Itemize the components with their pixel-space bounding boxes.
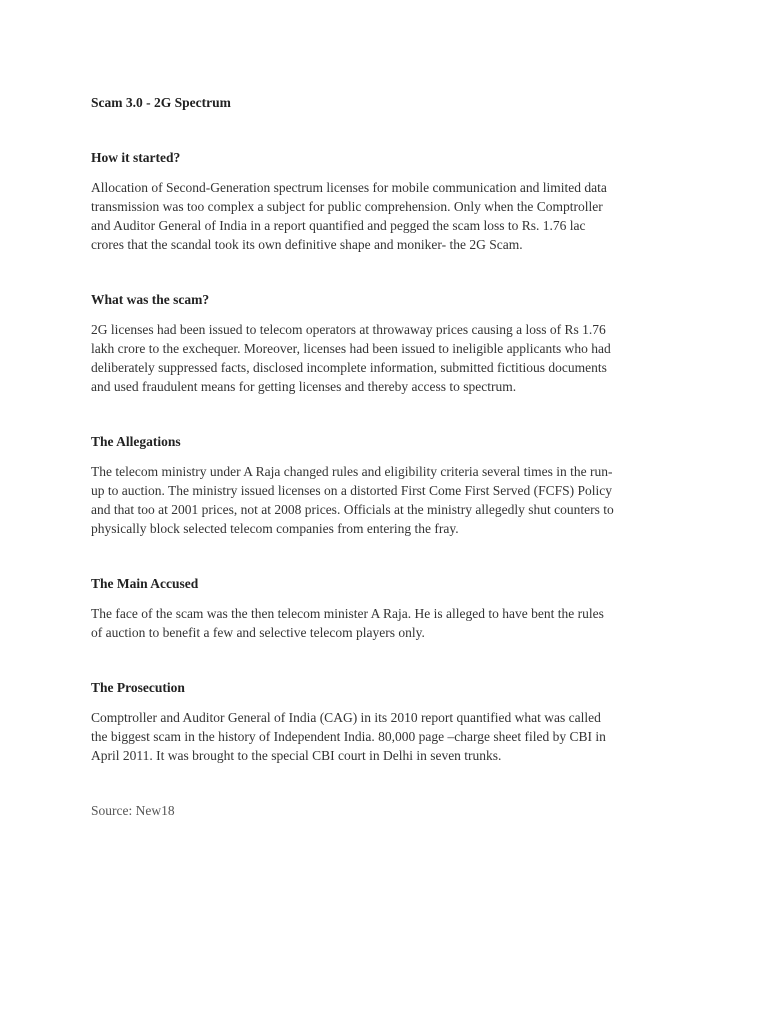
section-paragraph bbox=[91, 462, 681, 538]
document-page bbox=[91, 94, 681, 820]
paragraph-line: up to auction. The ministry issued licenses on a distorted First Come First Served (FCFS) Policy bbox=[91, 483, 612, 498]
paragraph-line: of auction to benefit a few and selective telecom players only. bbox=[91, 625, 425, 640]
section-main-accused bbox=[91, 575, 681, 642]
paragraph-line: The telecom ministry under A Raja changed rules and eligibility criteria several times in the run- bbox=[91, 464, 613, 479]
paragraph-line: the biggest scam in the history of Independent India. 80,000 page –charge sheet filed by CBI in bbox=[91, 729, 606, 744]
section-heading: How it started? bbox=[91, 150, 181, 165]
paragraph-line: Comptroller and Auditor General of India (CAG) in its 2010 report quantified what was called bbox=[91, 710, 601, 725]
section-paragraph bbox=[91, 320, 681, 396]
section-heading: The Main Accused bbox=[91, 576, 199, 591]
section-paragraph bbox=[91, 708, 681, 765]
paragraph-line: lakh crore to the exchequer. Moreover, licenses had been issued to ineligible applicants who had bbox=[91, 341, 611, 356]
paragraph-line: The face of the scam was the then telecom minister A Raja. He is alleged to have bent the rules bbox=[91, 606, 604, 621]
section-paragraph bbox=[91, 178, 681, 254]
section-allegations bbox=[91, 433, 681, 538]
paragraph-line: deliberately suppressed facts, disclosed incomplete information, submitted fictitious documents bbox=[91, 360, 607, 375]
section-prosecution bbox=[91, 679, 681, 765]
paragraph-line: 2G licenses had been issued to telecom operators at throwaway prices causing a loss of Rs 1.76 bbox=[91, 322, 606, 337]
section-what-was-the-scam bbox=[91, 291, 681, 396]
paragraph-line: and that too at 2001 prices, not at 2008 prices. Officials at the ministry allegedly shut counters to bbox=[91, 502, 614, 517]
section-heading: The Allegations bbox=[91, 434, 181, 449]
paragraph-line: April 2011. It was brought to the special CBI court in Delhi in seven trunks. bbox=[91, 748, 502, 763]
paragraph-line: transmission was too complex a subject for public comprehension. Only when the Comptroller bbox=[91, 199, 603, 214]
document-title: Scam 3.0 - 2G Spectrum bbox=[91, 95, 231, 110]
source-credit: Source: New18 bbox=[91, 803, 175, 818]
paragraph-line: crores that the scandal took its own definitive shape and moniker- the 2G Scam. bbox=[91, 237, 523, 252]
section-heading: What was the scam? bbox=[91, 292, 210, 307]
paragraph-line: physically block selected telecom companies from entering the fray. bbox=[91, 521, 459, 536]
paragraph-line: Allocation of Second-Generation spectrum licenses for mobile communication and limited data bbox=[91, 180, 607, 195]
paragraph-line: and used fraudulent means for getting licenses and thereby access to spectrum. bbox=[91, 379, 517, 394]
section-how-it-started bbox=[91, 149, 681, 254]
section-paragraph bbox=[91, 604, 681, 642]
section-heading: The Prosecution bbox=[91, 680, 185, 695]
paragraph-line: and Auditor General of India in a report quantified and pegged the scam loss to Rs. 1.76 lac bbox=[91, 218, 586, 233]
